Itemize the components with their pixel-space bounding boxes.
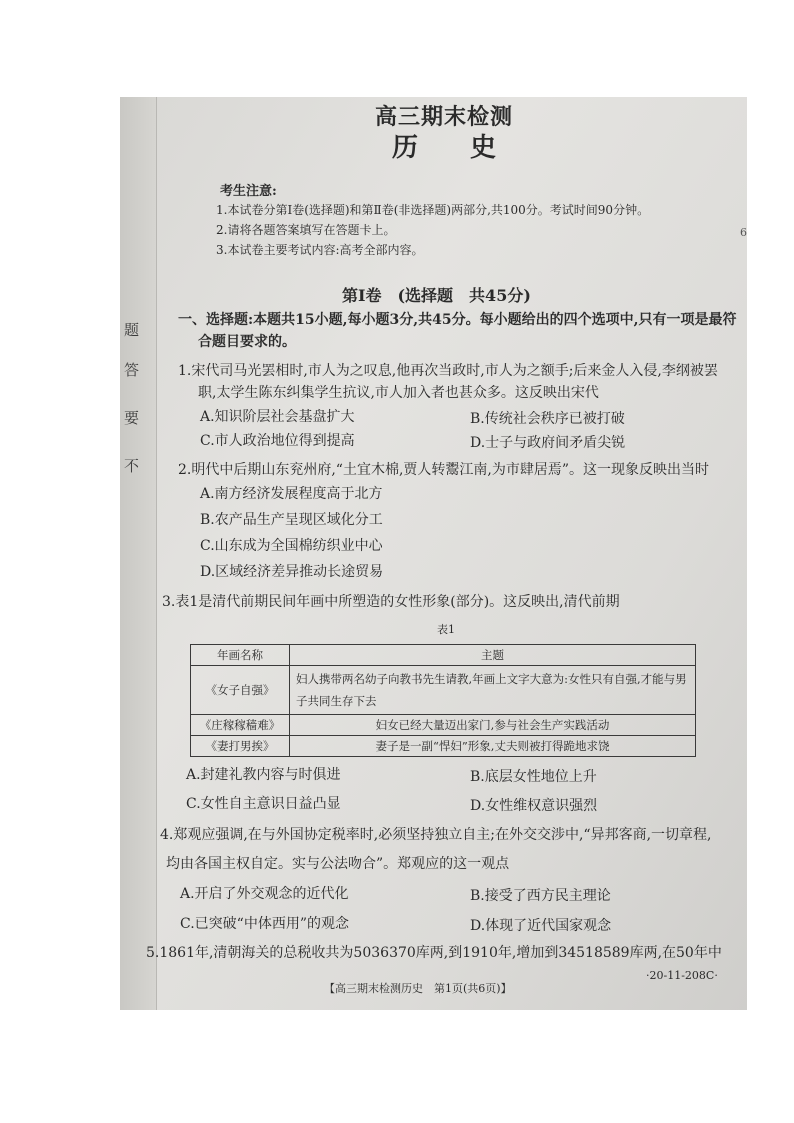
option-c[interactable]: C.市人政治地位得到提高 (200, 433, 355, 449)
option-c[interactable]: C.女性自主意识日益凸显 (186, 796, 341, 812)
question-4-stem: 均由各国主权自定。实与公法吻合”。郑观应的这一观点 (166, 856, 510, 872)
table-cell: 《女子自强》 (191, 666, 290, 715)
question-4-stem: 4.郑观应强调,在与外国协定税率时,必须坚持独立自主;在外交交涉中,“异邦客商,一切章程, (160, 827, 712, 843)
notice-item: 1.本试卷分第Ⅰ卷(选择题)和第Ⅱ卷(非选择题)两部分,共100分。考试时间90分钟。 (216, 203, 650, 217)
exam-code: ·20-11-208C· (646, 969, 718, 982)
table-header: 主题 (290, 645, 696, 666)
option-b[interactable]: B.传统社会秩序已被打破 (470, 411, 625, 427)
strip-char: 要 (124, 409, 140, 427)
table-caption: 表1 (437, 623, 455, 636)
question-2-stem: 2.明代中后期山东兖州府,“土宜木棉,贾人转鬻江南,为市肆居焉”。这一现象反映出当时 (178, 462, 710, 478)
option-d[interactable]: D.体现了近代国家观念 (470, 918, 612, 934)
question-1-stem: 1.宋代司马光罢相时,市人为之叹息,他再次当政时,市人为之额手;后来金人入侵,李纲被罢 (178, 363, 718, 379)
strip-char: 答 (124, 361, 140, 379)
table-header: 年画名称 (191, 645, 290, 666)
table-cell: 妻子是一副“悍妇”形象,丈夫则被打得跪地求饶 (290, 736, 696, 757)
notice-item: 2.请将各题答案填写在答题卡上。 (216, 223, 396, 237)
margin-digit: 6 (740, 226, 747, 239)
option-a[interactable]: A.开启了外交观念的近代化 (180, 886, 349, 902)
option-b[interactable]: B.农产品生产呈现区域化分工 (200, 512, 383, 528)
option-b[interactable]: B.接受了西方民主理论 (470, 888, 611, 904)
exam-page-photo (120, 97, 747, 1010)
section-instruction: 合题目要求的。 (198, 334, 296, 350)
option-d[interactable]: D.女性维权意识强烈 (470, 798, 598, 814)
option-a[interactable]: A.南方经济发展程度高于北方 (200, 486, 383, 502)
notice-item: 3.本试卷主要考试内容:高考全部内容。 (216, 243, 424, 257)
option-d[interactable]: D.士子与政府间矛盾尖锐 (470, 435, 626, 451)
section-instruction: 一、选择题:本题共15小题,每小题3分,共45分。每小题给出的四个选项中,只有一项是最符 (178, 312, 737, 328)
strip-char: 题 (124, 321, 140, 339)
table-row (191, 715, 696, 736)
option-c[interactable]: C.已突破“中体西用”的观念 (180, 916, 349, 932)
table-row (191, 666, 696, 715)
subject-title: 历 史 (392, 133, 497, 163)
section-heading: 第Ⅰ卷 (选择题 共45分) (342, 286, 531, 305)
women-image-table (190, 644, 696, 757)
option-a[interactable]: A.知识阶层社会基盘扩大 (200, 409, 355, 425)
page-footer: 【高三期末检测历史 第1页(共6页)】 (324, 982, 512, 995)
adjacent-page-strip (120, 97, 157, 1010)
table-row (191, 736, 696, 757)
option-c[interactable]: C.山东成为全国棉纺织业中心 (200, 538, 383, 554)
strip-char: 不 (124, 457, 140, 475)
option-a[interactable]: A.封建礼教内容与时俱进 (186, 767, 341, 783)
question-5-stem: 5.1861年,清朝海关的总税收共为5036370库两,到1910年,增加到34518589库两,在50年中 (146, 945, 722, 961)
table-cell: 《庄稼稼穑难》 (191, 715, 290, 736)
notice-heading: 考生注意: (220, 184, 277, 199)
table-cell: 妇女已经大量迈出家门,参与社会生产实践活动 (290, 715, 696, 736)
question-1-stem: 职,太学生陈东纠集学生抗议,市人加入者也甚众多。这反映出宋代 (198, 385, 599, 401)
option-b[interactable]: B.底层女性地位上升 (470, 769, 597, 785)
option-d[interactable]: D.区域经济差异推动长途贸易 (200, 564, 384, 580)
question-3-stem: 3.表1是清代前期民间年画中所塑造的女性形象(部分)。这反映出,清代前期 (162, 594, 620, 610)
table-cell: 《妻打男挨》 (191, 736, 290, 757)
table-cell: 妇人携带两名幼子向教书先生请教,年画上文字大意为:女性只有自强,才能与男子共同生存下去 (290, 666, 696, 715)
exam-title: 高三期末检测 (375, 104, 514, 130)
